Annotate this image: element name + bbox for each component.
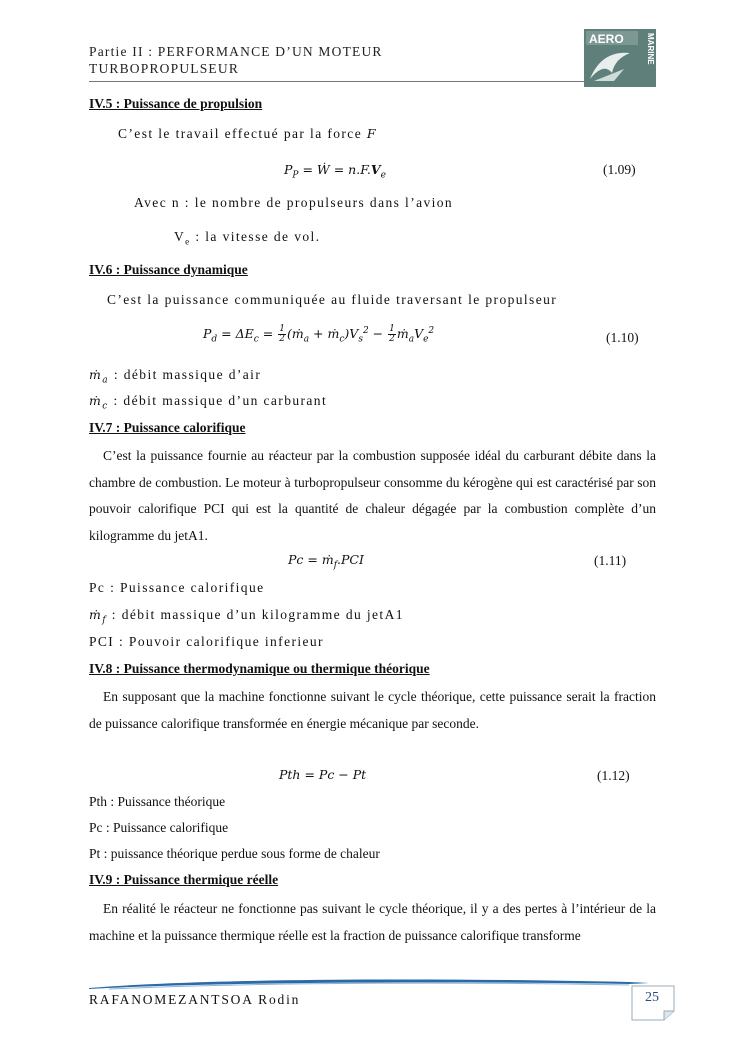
equation-1-10: $P_d = \Delta E_c$ = $\frac{1}{2}$ (ṁ$_a$ + $ṁ_c)V_s^2$ − $\frac{1}{2}$ $ṁ_aV_e^2$	[203, 324, 435, 345]
footer-swoosh	[89, 976, 649, 990]
s7-paragraph: C’est la puissance fournie au réacteur par la combustion supposée idéal du carburant débite dans la chambre de combustion. Le moteur à turbopropulseur consomme du kérogène qui est caractérisé par son pouvoir calorifique PCI qui est la quantité de chaleur dégagée par la combustion complète d’un kilogramme du jetA1.	[89, 448, 656, 543]
s5-intro: C’est le travail effectué par la force F	[118, 126, 377, 141]
header-title	[89, 43, 383, 77]
equation-1-09: $P_P$ = Ẇ = $n.F.V_e$	[284, 162, 386, 181]
equation-1-12: Pth = Pc − Pt	[279, 767, 367, 782]
s5-definition-ve: $V_e$ : la vitesse de vol.	[174, 229, 321, 247]
header-rule	[89, 81, 655, 82]
aero-marine-logo	[584, 29, 656, 87]
s7-definition-pc: Pc : Puissance calorifique	[89, 580, 265, 595]
logo-text-marine: MARINE	[646, 33, 655, 65]
s8-definition-pc: Pc : Puissance calorifique	[89, 820, 229, 835]
s8-paragraph: En supposant que la machine fonctionne suivant le cycle théorique, cette puissance serait la fraction de puissance calorifique transformée en énergie mécanique par seconde.	[89, 689, 656, 731]
section-heading-iv5: IV.5 : Puissance de propulsion	[89, 96, 263, 111]
section-heading-iv6: IV.6 : Puissance dynamique	[89, 262, 248, 277]
page-number: 25	[645, 990, 659, 1005]
equation-number-1-11: (1.11)	[594, 553, 627, 568]
s6-intro: C’est la puissance communiquée au fluide traversant le propulseur	[107, 292, 558, 307]
s8-definition-pt: Pt : puissance théorique perdue sous forme de chaleur	[89, 846, 380, 861]
header-title-line1: Partie II : PERFORMANCE D’UN MOTEUR	[89, 44, 383, 59]
s6-definition-ma: ṁ$_a$ : débit massique d’air	[89, 367, 262, 386]
section-heading-iv8: IV.8 : Puissance thermodynamique ou thermique théorique	[89, 661, 430, 676]
equation-number-1-09: (1.09)	[603, 162, 636, 177]
footer-author: RAFANOMEZANTSOA Rodin	[89, 992, 301, 1007]
s9-paragraph: En réalité le réacteur ne fonctionne pas suivant le cycle théorique, il y a des pertes à l’intérieur de la machine et la puissance thermique réelle est la fraction de puissance calorifique transforme	[89, 901, 656, 943]
equation-number-1-12: (1.12)	[597, 768, 630, 783]
section-heading-iv9: IV.9 : Puissance thermique réelle	[89, 872, 279, 887]
s7-definition-pci: PCI : Pouvoir calorifique inferieur	[89, 634, 324, 649]
s5-definition-n: Avec n : le nombre de propulseurs dans l’avion	[134, 195, 454, 210]
s6-definition-mc: ṁ$_c$ : débit massique d’un carburant	[89, 393, 328, 412]
equation-number-1-10: (1.10)	[606, 330, 639, 345]
section-heading-iv7: IV.7 : Puissance calorifique	[89, 420, 246, 435]
s8-definition-pth: Pth : Puissance théorique	[89, 794, 226, 809]
logo-text-aero: AERO	[589, 32, 624, 46]
equation-1-11: Pc = ṁ$_f$.PCI	[288, 552, 364, 571]
s7-definition-mf: ṁ$_f$ : débit massique d’un kilogramme du jetA1	[89, 607, 404, 626]
header-title-line2: TURBOPROPULSEUR	[89, 61, 240, 76]
